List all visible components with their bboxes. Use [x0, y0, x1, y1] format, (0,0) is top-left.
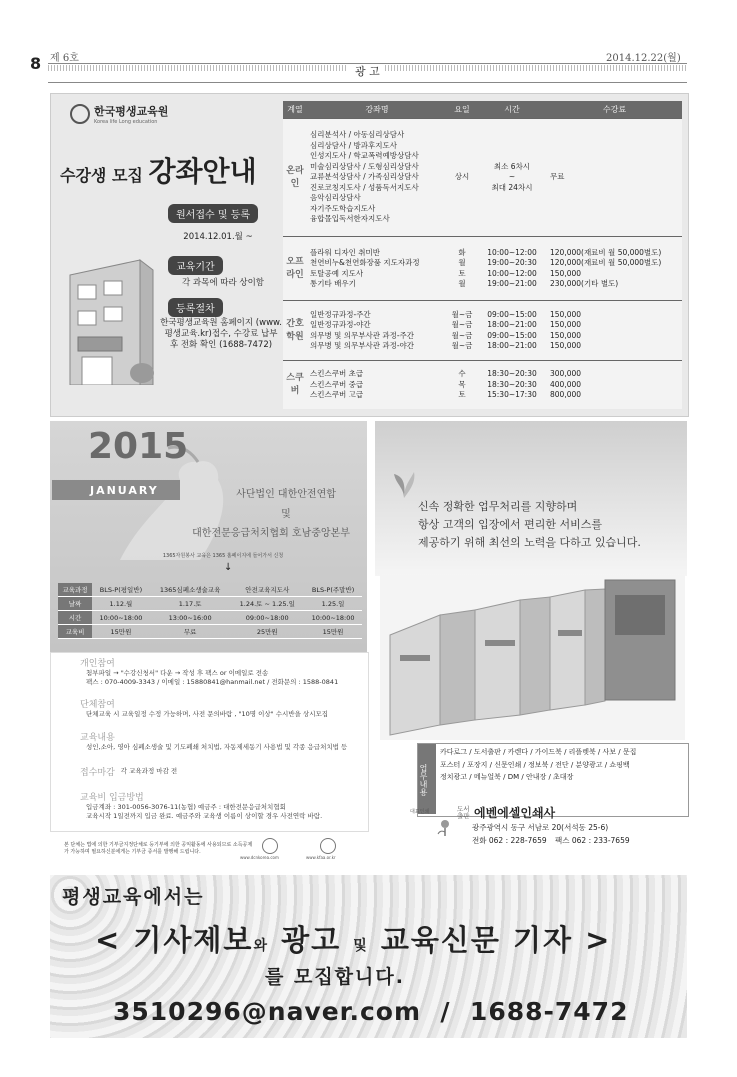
- sched-cell: 15만원: [304, 625, 362, 639]
- association-url: www.kfaa.or.kr: [306, 855, 336, 860]
- sched-header: BLS-P(평일반): [92, 583, 150, 597]
- org-name: 한국평생교육원: [94, 105, 169, 118]
- row-times: 최소 6차시 ~ 최대 24차시: [477, 119, 547, 237]
- banner-line-1: 평생교육에서는: [62, 886, 205, 908]
- table-row: [283, 119, 682, 237]
- headline-small: 수강생 모집: [60, 166, 143, 185]
- table-row: [58, 625, 362, 639]
- period-tag: 교육기간: [168, 256, 223, 275]
- row-times: 10:00~12:00 19:00~20:30 10:00~12:00 19:00~21:00: [477, 237, 547, 301]
- apply-tag: 원서접수 및 등록: [168, 204, 258, 223]
- table-row: [58, 597, 362, 611]
- row-courses: 스킨스쿠버 초급 스킨스쿠버 중급 스킨스쿠버 고급: [307, 361, 447, 409]
- apply-note: 1365자원봉사 교육은 1365 홈페이지에 들어가서 신청: [162, 553, 284, 559]
- services-line: 정치광고 / 메뉴얼북 / DM / 안내장 / 초대장: [440, 773, 574, 781]
- slogan-line: 항상 고객의 입장에서 편리한 서비스를: [418, 518, 603, 531]
- row-days: 상시: [447, 119, 477, 237]
- row-days: 월~금 월~금 월~금 월~금: [447, 301, 477, 361]
- header-rule-bottom: [48, 82, 687, 83]
- info-text: 각 교육과정 마감 전: [120, 767, 178, 775]
- sched-cell: 1.12.월: [92, 597, 150, 611]
- leaf-icon: [392, 470, 416, 498]
- ad-headline: [60, 150, 257, 190]
- building-illustration: [60, 245, 155, 385]
- association-seal-icon: [320, 838, 336, 854]
- org-seal-icon: [262, 838, 278, 854]
- sched-header: 안전교육지도사: [230, 583, 304, 597]
- banner-part: 및: [353, 938, 369, 954]
- issue-number: 제 6호: [50, 53, 79, 64]
- company-kind: 도서 출판: [457, 805, 470, 820]
- donation-notice: 본 단체는 법에 의한 기부금지정단체로 등기부에 의한 공익활동에 사용되므로 소득공제가 가능하며 필요하신분에게는 기부금 증서를 발행해 드립니다.: [64, 842, 253, 855]
- printing-press-illustration: [380, 575, 685, 740]
- sched-cell: 13:00~16:00: [150, 611, 231, 625]
- sched-cell: 25만원: [230, 625, 304, 639]
- schedule-table: [58, 583, 362, 639]
- services-label: 업무내용: [418, 744, 436, 814]
- sched-cell: 1.24.토 ~ 1.25.일: [230, 597, 304, 611]
- sched-cell: 1.25.일: [304, 597, 362, 611]
- phone-number: 062 : 228-7659: [488, 836, 547, 845]
- row-category: 온라인: [283, 119, 307, 237]
- month-title: JANUARY: [90, 484, 159, 497]
- table-row: [283, 361, 682, 409]
- sched-cell: 10:00~18:00: [304, 611, 362, 625]
- info-section: [80, 656, 360, 687]
- arrow-down-icon: ↓: [224, 562, 233, 573]
- info-section: [80, 697, 360, 719]
- table-row: [58, 611, 362, 625]
- org-name-en: Korea life Long education: [94, 119, 158, 125]
- row-category: 스쿠버: [283, 361, 307, 409]
- row-courses: 일반정규과정-주간 일반정규과정-야간 의무병 및 의무부사관 과정-주간 의무병 및 의무부사관 과정-야간: [307, 301, 447, 361]
- row-category: 오프라인: [283, 237, 307, 301]
- info-title: 개인참여: [80, 659, 115, 669]
- col-day: 요일: [447, 101, 477, 119]
- sched-label: 날짜: [58, 597, 92, 611]
- course-table: [283, 101, 682, 409]
- info-title: 접수마감: [80, 768, 115, 778]
- procedure-tag: 등록절차: [168, 298, 223, 317]
- sched-cell: 10:00~18:00: [92, 611, 150, 625]
- row-days: 화 월 토 월: [447, 237, 477, 301]
- org-primary: 사단법인 대한안전연합: [236, 489, 336, 500]
- slogan: [418, 498, 641, 552]
- org-conjunction: 및: [281, 509, 291, 520]
- row-days: 수 목 토: [447, 361, 477, 409]
- banner-contact[interactable]: 3510296@naver.com / 1688-7472: [113, 997, 629, 1026]
- header-hatch-right: [385, 65, 687, 71]
- org-url: www.dcnkorea.com: [240, 855, 279, 860]
- banner-part: < 기사제보: [95, 923, 254, 957]
- row-courses: 플라워 디자인 취미반 천연비누&천연화장품 지도자과정 토탈공예 지도사 통기타 배우기: [307, 237, 447, 301]
- row-fees: 120,000(재료비 월 50,000별도) 120,000(재료비 월 50,000별도) 150,000 230,000(기타 별도): [547, 237, 682, 301]
- banner-part: 교육신문 기자 >: [380, 923, 612, 957]
- banner-part: 광고: [281, 923, 342, 957]
- row-fees: 300,000 400,000 800,000: [547, 361, 682, 409]
- row-category: 간호학원: [283, 301, 307, 361]
- info-text: 성인,소아, 영아 심폐소생술 및 기도폐쇄 처치법, 자동제세동기 사용법 및 각종 응급처치법 등: [86, 743, 348, 751]
- info-text: 단체교육 시 교육일정 수정 가능하며, 사전 문의바람 , "10명 이상" 수시반을 상시모집: [86, 710, 329, 718]
- fax-number: 062 : 233-7659: [571, 836, 630, 845]
- section-title: 광 고: [355, 65, 380, 78]
- row-fees: 150,000 150,000 150,000 150,000: [547, 301, 682, 361]
- services-line: 포스터 / 포장지 / 신문인쇄 / 정보북 / 전단 / 분양광고 / 쇼핑백: [440, 760, 630, 769]
- page-number: 8: [30, 54, 42, 73]
- slogan-line: 신속 정확한 업무처리를 지향하며: [418, 500, 578, 513]
- headline-big: 강좌안내: [148, 155, 257, 188]
- sched-cell: 15만원: [92, 625, 150, 639]
- col-category: 계열: [283, 101, 307, 119]
- row-fees: 무료: [547, 119, 682, 237]
- banner-line-3: 를 모집합니다.: [265, 966, 405, 988]
- sched-header: 1365심폐소생술교육: [150, 583, 231, 597]
- company-name: 에벤에셀인쇄사: [474, 806, 556, 820]
- procedure-text: 한국평생교육원 홈페이지 (www.평생교육.kr)접수, 수강료 납부 후 전화 확인 (1688-7472): [160, 318, 282, 350]
- issue-date: 2014.12.22(월): [606, 53, 681, 64]
- org-secondary: 대한전문응급처치협회 호남중앙본부: [192, 528, 350, 539]
- info-section: [80, 730, 360, 752]
- company-label: 대표인쇄: [410, 809, 430, 815]
- services-list: [440, 746, 686, 784]
- row-times: 18:30~20:30 18:30~20:30 15:30~17:30: [477, 361, 547, 409]
- col-course: 강좌명: [307, 101, 447, 119]
- fax-label: 팩스: [555, 836, 570, 845]
- org-logo: [70, 103, 168, 125]
- company-contact: [472, 835, 630, 846]
- col-time: 시간: [477, 101, 547, 119]
- sched-cell: 무료: [150, 625, 231, 639]
- sched-label: 교육비: [58, 625, 92, 639]
- row-times: 09:00~15:00 18:00~21:00 09:00~15:00 18:00~21:00: [477, 301, 547, 361]
- info-section: [80, 765, 360, 778]
- info-title: 교육내용: [80, 733, 115, 743]
- banner-line-2: [95, 918, 611, 959]
- services-line: 카다로그 / 도서출판 / 카렌다 / 가이드북 / 리플렛북 / 사보 / 문집: [440, 748, 637, 756]
- info-text: 입금계좌 : 301-0056-3076-11(농협) 예금주 : 대한전문응급처치협회 교육시작 1일전까지 입금 완료. 예금주와 교육생 이름이 상이할 경우 사전연락 바람.: [86, 803, 323, 820]
- info-title: 교육비 입금방법: [80, 793, 144, 803]
- sched-header: BLS-P(주말반): [304, 583, 362, 597]
- apply-date: 2014.12.01.월 ~: [183, 232, 253, 242]
- flower-icon: [435, 818, 455, 836]
- slogan-line: 제공하기 위해 최선의 노력을 다하고 있습니다.: [418, 536, 641, 549]
- info-title: 단체참여: [80, 700, 115, 710]
- period-text: 각 과목에 따라 상이함: [181, 278, 264, 288]
- sched-cell: 09:00~18:00: [230, 611, 304, 625]
- info-section: [80, 790, 360, 821]
- header-hatch-left: [48, 65, 348, 71]
- info-text: 첨부파일 → "수강신청서" 다운 → 작성 후 팩스 or 이메일로 전송 팩스 : 070-4009-3343 / 이메일 : 15880841@hanmail.net / 전화문의 : 1588-0841: [86, 669, 339, 686]
- phone-label: 전화: [472, 836, 487, 845]
- sched-label: 시간: [58, 611, 92, 625]
- table-row: [283, 237, 682, 301]
- company-address: 광주광역시 동구 서남로 20(서석동 25-6): [472, 823, 609, 832]
- table-row: [283, 301, 682, 361]
- col-fee: 수강료: [547, 101, 682, 119]
- sched-cell: 1.17.토: [150, 597, 231, 611]
- year-title: 2015: [88, 426, 189, 467]
- row-courses: 심리분석사 / 아동심리상담사 심리상담사 / 방과후지도사 인성지도사 / 학교폭력예방상담사 미술심리상담사 / 도형심리상담사 교류분석상담사 / 가족심리상담사 진로코칭지도사 / 성품독서지도사 음악심리상담사 자기주도학습지도사 융합몰입독서한자지도사: [307, 119, 447, 237]
- banner-part: 와: [253, 938, 269, 954]
- sched-header: 교육과정: [58, 583, 92, 597]
- org-emblem-icon: [70, 104, 90, 124]
